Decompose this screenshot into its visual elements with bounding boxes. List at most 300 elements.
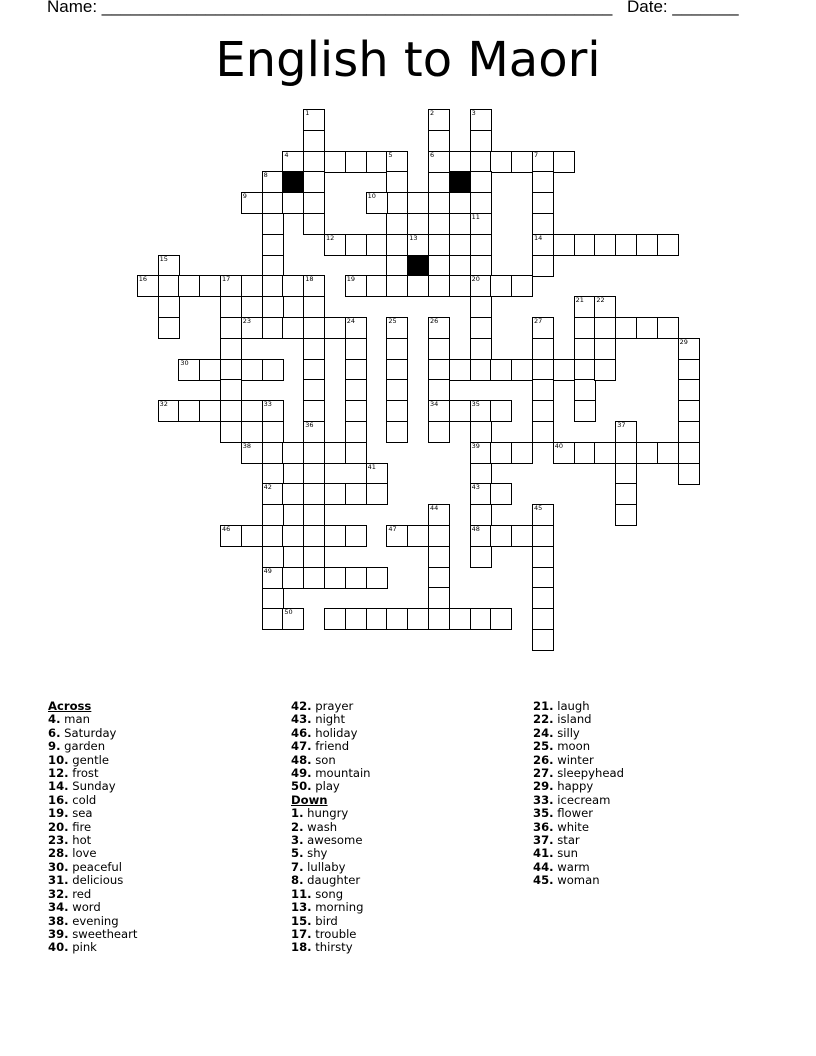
grid-cell[interactable]: [303, 379, 325, 401]
grid-cell[interactable]: [324, 525, 346, 547]
clue-text: daughter: [303, 873, 361, 888]
grid-cell[interactable]: [386, 192, 408, 214]
clue-text: sea: [68, 806, 93, 821]
grid-cell[interactable]: [241, 192, 263, 214]
grid-cell[interactable]: [490, 483, 512, 505]
grid-cell[interactable]: [241, 317, 263, 339]
grid-cell[interactable]: [386, 400, 408, 422]
grid-cell[interactable]: [178, 275, 200, 297]
grid-cell[interactable]: [241, 525, 263, 547]
grid-cell[interactable]: [345, 379, 367, 401]
grid-cell[interactable]: [532, 587, 554, 609]
grid-cell[interactable]: [366, 483, 388, 505]
clue-num: 31.: [48, 873, 69, 888]
grid-cell[interactable]: [470, 421, 492, 443]
grid-cell[interactable]: [428, 546, 450, 568]
grid-cell[interactable]: [449, 151, 471, 173]
grid-cell[interactable]: [345, 567, 367, 589]
grid-cell[interactable]: [428, 171, 450, 193]
grid-cell[interactable]: [303, 192, 325, 214]
grid-cell[interactable]: [262, 234, 284, 256]
clue-number: 38: [242, 441, 252, 450]
grid-cell[interactable]: [470, 213, 492, 235]
grid-cell[interactable]: [553, 442, 575, 464]
name-field[interactable]: Name: ______________________________________________________: [47, 0, 613, 16]
grid-cell[interactable]: [386, 608, 408, 630]
grid-cell[interactable]: [303, 130, 325, 152]
grid-cell[interactable]: [345, 338, 367, 360]
grid-cell[interactable]: [386, 379, 408, 401]
grid-cell[interactable]: [574, 442, 596, 464]
grid-cell[interactable]: [511, 275, 533, 297]
grid-cell[interactable]: [594, 317, 616, 339]
grid-cell[interactable]: [511, 151, 533, 173]
grid-cell[interactable]: [407, 608, 429, 630]
grid-cell[interactable]: [262, 171, 284, 193]
grid-cell[interactable]: [574, 400, 596, 422]
grid-cell[interactable]: [262, 483, 284, 505]
grid-cell[interactable]: [282, 317, 304, 339]
grid-cell[interactable]: [511, 442, 533, 464]
grid-cell[interactable]: [303, 213, 325, 235]
grid-cell[interactable]: [158, 275, 180, 297]
grid-cell[interactable]: [262, 192, 284, 214]
grid-cell[interactable]: [594, 338, 616, 360]
grid-cell[interactable]: [386, 255, 408, 277]
grid-cell[interactable]: [615, 463, 637, 485]
grid-cell[interactable]: [532, 379, 554, 401]
grid-cell[interactable]: [428, 587, 450, 609]
grid-cell[interactable]: [490, 442, 512, 464]
grid-cell[interactable]: [303, 567, 325, 589]
clue-text: peaceful: [68, 859, 122, 874]
grid-cell[interactable]: [282, 442, 304, 464]
grid-cell[interactable]: [324, 151, 346, 173]
across-clue: [48, 713, 137, 726]
down-clue: [533, 767, 624, 780]
grid-cell[interactable]: [324, 608, 346, 630]
grid-cell[interactable]: [428, 192, 450, 214]
grid-cell[interactable]: [678, 359, 700, 381]
grid-cell[interactable]: [282, 192, 304, 214]
grid-cell[interactable]: [345, 151, 367, 173]
grid-cell[interactable]: [366, 192, 388, 214]
grid-cell[interactable]: [428, 255, 450, 277]
grid-cell[interactable]: [366, 234, 388, 256]
grid-cell[interactable]: [574, 359, 596, 381]
grid-cell[interactable]: [428, 130, 450, 152]
clue-text: woman: [553, 873, 600, 888]
grid-cell[interactable]: [490, 525, 512, 547]
grid-cell[interactable]: [303, 275, 325, 297]
clue-number: 11: [471, 213, 480, 221]
grid-cell[interactable]: [470, 109, 492, 131]
down-clue: [533, 700, 624, 713]
grid-cell[interactable]: [636, 442, 658, 464]
grid-cell[interactable]: [345, 275, 367, 297]
grid-cell[interactable]: [490, 608, 512, 630]
grid-cell[interactable]: [470, 546, 492, 568]
grid-cell[interactable]: [511, 525, 533, 547]
clue-text: gentle: [68, 752, 109, 767]
grid-cell[interactable]: [428, 421, 450, 443]
grid-cell[interactable]: [220, 317, 242, 339]
grid-cell[interactable]: [470, 463, 492, 485]
grid-cell[interactable]: [345, 483, 367, 505]
grid-cell[interactable]: [158, 400, 180, 422]
grid-cell[interactable]: [386, 338, 408, 360]
clue-num: 28.: [48, 846, 69, 861]
grid-cell[interactable]: [262, 296, 284, 318]
grid-cell[interactable]: [262, 213, 284, 235]
clue-text: trouble: [311, 926, 357, 941]
grid-cell[interactable]: [345, 234, 367, 256]
clue-num: 27.: [533, 766, 554, 781]
clue-number: 12: [326, 233, 335, 242]
grid-cell[interactable]: [490, 359, 512, 381]
grid-cell[interactable]: [428, 379, 450, 401]
grid-cell[interactable]: [594, 234, 616, 256]
grid-cell[interactable]: [470, 442, 492, 464]
clue-num: 17.: [291, 926, 312, 941]
grid-cell[interactable]: [303, 421, 325, 443]
clue-text: mountain: [311, 766, 371, 781]
grid-cell[interactable]: [428, 109, 450, 131]
grid-cell[interactable]: [407, 525, 429, 547]
grid-cell[interactable]: [241, 442, 263, 464]
grid-cell[interactable]: [678, 421, 700, 443]
grid-cell[interactable]: [532, 504, 554, 526]
grid-cell[interactable]: [532, 171, 554, 193]
grid-cell[interactable]: [199, 359, 221, 381]
grid-cell[interactable]: [490, 151, 512, 173]
grid-cell[interactable]: [345, 400, 367, 422]
grid-cell[interactable]: [158, 255, 180, 277]
grid-cell[interactable]: [241, 400, 263, 422]
grid-cell[interactable]: [158, 296, 180, 318]
grid-cell[interactable]: [449, 192, 471, 214]
clue-num: 50.: [291, 779, 312, 794]
grid-cell[interactable]: [262, 504, 284, 526]
grid-cell[interactable]: [470, 400, 492, 422]
grid-cell[interactable]: [137, 275, 159, 297]
grid-cell[interactable]: [303, 546, 325, 568]
grid-cell[interactable]: [241, 359, 263, 381]
grid-cell[interactable]: [220, 359, 242, 381]
grid-cell[interactable]: [574, 317, 596, 339]
clue-num: 23.: [48, 833, 69, 848]
grid-cell[interactable]: [386, 275, 408, 297]
clue-text: play: [311, 779, 340, 794]
grid-cell[interactable]: [594, 442, 616, 464]
grid-cell[interactable]: [470, 192, 492, 214]
grid-cell[interactable]: [262, 546, 284, 568]
grid-cell[interactable]: [470, 171, 492, 193]
grid-cell[interactable]: [303, 338, 325, 360]
grid-cell[interactable]: [220, 525, 242, 547]
grid-cell[interactable]: [262, 275, 284, 297]
grid-cell[interactable]: [407, 192, 429, 214]
grid-cell[interactable]: [553, 359, 575, 381]
grid-cell[interactable]: [532, 213, 554, 235]
grid-cell[interactable]: [615, 442, 637, 464]
grid-cell[interactable]: [678, 442, 700, 464]
grid-cell[interactable]: [428, 525, 450, 547]
grid-cell[interactable]: [615, 483, 637, 505]
grid-cell[interactable]: [657, 442, 679, 464]
grid-cell[interactable]: [386, 171, 408, 193]
grid-cell[interactable]: [262, 400, 284, 422]
grid-cell[interactable]: [678, 379, 700, 401]
clue-num: 5.: [291, 846, 304, 861]
grid-cell[interactable]: [386, 317, 408, 339]
grid-cell[interactable]: [532, 421, 554, 443]
grid-cell[interactable]: [366, 275, 388, 297]
grid-cell[interactable]: [407, 275, 429, 297]
grid-cell[interactable]: [282, 151, 304, 173]
grid-cell[interactable]: [428, 317, 450, 339]
grid-cell[interactable]: [678, 338, 700, 360]
black-square: [282, 171, 304, 193]
grid-cell[interactable]: [366, 151, 388, 173]
grid-cell[interactable]: [303, 359, 325, 381]
grid-cell[interactable]: [303, 442, 325, 464]
down-clue: [533, 821, 624, 834]
clue-num: 29.: [533, 779, 554, 794]
grid-cell[interactable]: [303, 151, 325, 173]
grid-cell[interactable]: [470, 483, 492, 505]
grid-cell[interactable]: [324, 483, 346, 505]
grid-cell[interactable]: [532, 338, 554, 360]
grid-cell[interactable]: [303, 109, 325, 131]
grid-cell[interactable]: [386, 421, 408, 443]
grid-cell[interactable]: [470, 338, 492, 360]
grid-cell[interactable]: [428, 608, 450, 630]
grid-cell[interactable]: [470, 234, 492, 256]
grid-cell[interactable]: [428, 400, 450, 422]
across-clue: [48, 794, 137, 807]
grid-cell[interactable]: [366, 463, 388, 485]
grid-cell[interactable]: [594, 296, 616, 318]
grid-cell[interactable]: [490, 400, 512, 422]
grid-cell[interactable]: [532, 317, 554, 339]
clue-num: 48.: [291, 752, 312, 767]
across-clue: [48, 928, 137, 941]
grid-cell[interactable]: [324, 234, 346, 256]
grid-cell[interactable]: [199, 275, 221, 297]
grid-cell[interactable]: [553, 151, 575, 173]
clue-text: winter: [553, 752, 594, 767]
grid-cell[interactable]: [345, 359, 367, 381]
grid-cell[interactable]: [324, 442, 346, 464]
grid-cell[interactable]: [532, 629, 554, 651]
grid-cell[interactable]: [511, 359, 533, 381]
grid-cell[interactable]: [532, 255, 554, 277]
grid-cell[interactable]: [262, 421, 284, 443]
grid-cell[interactable]: [532, 234, 554, 256]
clue-number: 26: [430, 317, 439, 325]
grid-cell[interactable]: [470, 359, 492, 381]
grid-cell[interactable]: [428, 567, 450, 589]
grid-cell[interactable]: [345, 525, 367, 547]
grid-cell[interactable]: [449, 608, 471, 630]
grid-cell[interactable]: [386, 213, 408, 235]
down-clue: [291, 941, 371, 954]
grid-cell[interactable]: [490, 275, 512, 297]
grid-cell[interactable]: [220, 275, 242, 297]
grid-cell[interactable]: [657, 317, 679, 339]
grid-cell[interactable]: [678, 400, 700, 422]
grid-cell[interactable]: [449, 359, 471, 381]
clue-num: 49.: [291, 766, 312, 781]
grid-cell[interactable]: [470, 317, 492, 339]
grid-cell[interactable]: [532, 359, 554, 381]
down-clue: [291, 928, 371, 941]
across-clue: [48, 941, 137, 954]
grid-cell[interactable]: [262, 255, 284, 277]
grid-cell[interactable]: [574, 234, 596, 256]
grid-cell[interactable]: [178, 400, 200, 422]
grid-cell[interactable]: [532, 151, 554, 173]
grid-cell[interactable]: [324, 317, 346, 339]
across-clue: [48, 754, 137, 767]
grid-cell[interactable]: [366, 608, 388, 630]
grid-cell[interactable]: [262, 317, 284, 339]
grid-cell[interactable]: [220, 421, 242, 443]
across-clue: [291, 700, 371, 713]
grid-cell[interactable]: [407, 234, 429, 256]
clue-num: 10.: [48, 752, 69, 767]
grid-cell[interactable]: [345, 608, 367, 630]
grid-cell[interactable]: [470, 525, 492, 547]
grid-cell[interactable]: [262, 608, 284, 630]
grid-cell[interactable]: [386, 234, 408, 256]
grid-cell[interactable]: [449, 255, 471, 277]
grid-cell[interactable]: [303, 317, 325, 339]
grid-cell[interactable]: [532, 525, 554, 547]
clue-number: 43: [471, 483, 480, 492]
grid-cell[interactable]: [282, 483, 304, 505]
grid-cell[interactable]: [428, 213, 450, 235]
grid-cell[interactable]: [428, 338, 450, 360]
grid-cell[interactable]: [657, 234, 679, 256]
grid-cell[interactable]: [345, 317, 367, 339]
grid-cell[interactable]: [282, 608, 304, 630]
down-clue: [533, 794, 624, 807]
grid-cell[interactable]: [282, 525, 304, 547]
grid-cell[interactable]: [262, 442, 284, 464]
grid-cell[interactable]: [594, 359, 616, 381]
grid-cell[interactable]: [386, 525, 408, 547]
grid-cell[interactable]: [303, 296, 325, 318]
grid-cell[interactable]: [615, 421, 637, 443]
grid-cell[interactable]: [262, 359, 284, 381]
grid-cell[interactable]: [303, 400, 325, 422]
grid-cell[interactable]: [303, 483, 325, 505]
clue-text: moon: [553, 739, 591, 754]
grid-cell[interactable]: [574, 379, 596, 401]
grid-cell[interactable]: [615, 504, 637, 526]
grid-cell[interactable]: [262, 567, 284, 589]
grid-cell[interactable]: [470, 608, 492, 630]
grid-cell[interactable]: [345, 421, 367, 443]
grid-cell[interactable]: [262, 463, 284, 485]
grid-cell[interactable]: [449, 275, 471, 297]
clue-num: 37.: [533, 833, 554, 848]
across-clue: [48, 821, 137, 834]
grid-cell[interactable]: [220, 338, 242, 360]
clue-number: 50: [284, 608, 293, 617]
grid-cell[interactable]: [574, 296, 596, 318]
grid-cell[interactable]: [615, 317, 637, 339]
grid-cell[interactable]: [470, 275, 492, 297]
grid-cell[interactable]: [470, 255, 492, 277]
grid-cell[interactable]: [262, 587, 284, 609]
grid-cell[interactable]: [386, 359, 408, 381]
clue-num: 38.: [48, 913, 69, 928]
grid-cell[interactable]: [303, 463, 325, 485]
grid-cell[interactable]: [428, 234, 450, 256]
grid-cell[interactable]: [428, 275, 450, 297]
grid-cell[interactable]: [199, 400, 221, 422]
date-field[interactable]: Date: _______: [627, 0, 739, 16]
grid-cell[interactable]: [345, 442, 367, 464]
grid-cell[interactable]: [303, 504, 325, 526]
grid-cell[interactable]: [470, 130, 492, 152]
grid-cell[interactable]: [532, 192, 554, 214]
across-clue: [48, 874, 137, 887]
grid-cell[interactable]: [386, 151, 408, 173]
grid-cell[interactable]: [178, 359, 200, 381]
grid-cell[interactable]: [262, 525, 284, 547]
grid-cell[interactable]: [158, 317, 180, 339]
down-clue: [291, 807, 371, 820]
grid-cell[interactable]: [220, 296, 242, 318]
grid-cell[interactable]: [282, 275, 304, 297]
clue-text: man: [60, 712, 90, 727]
grid-cell[interactable]: [449, 400, 471, 422]
grid-cell[interactable]: [636, 317, 658, 339]
grid-cell[interactable]: [615, 234, 637, 256]
grid-cell[interactable]: [532, 546, 554, 568]
grid-cell[interactable]: [470, 151, 492, 173]
grid-cell[interactable]: [428, 151, 450, 173]
grid-cell[interactable]: [449, 234, 471, 256]
grid-cell[interactable]: [324, 567, 346, 589]
grid-cell[interactable]: [428, 359, 450, 381]
grid-cell[interactable]: [220, 400, 242, 422]
grid-cell[interactable]: [470, 504, 492, 526]
clue-num: 11.: [291, 886, 312, 901]
grid-cell[interactable]: [428, 504, 450, 526]
grid-cell[interactable]: [553, 234, 575, 256]
grid-cell[interactable]: [470, 296, 492, 318]
grid-cell[interactable]: [678, 463, 700, 485]
grid-cell[interactable]: [366, 567, 388, 589]
grid-cell[interactable]: [636, 234, 658, 256]
clue-text: song: [311, 886, 344, 901]
grid-cell[interactable]: [303, 171, 325, 193]
grid-cell[interactable]: [532, 400, 554, 422]
grid-cell[interactable]: [574, 338, 596, 360]
grid-cell[interactable]: [303, 525, 325, 547]
clue-number: 44: [430, 504, 439, 513]
grid-cell[interactable]: [532, 608, 554, 630]
grid-cell[interactable]: [532, 567, 554, 589]
grid-cell[interactable]: [220, 379, 242, 401]
grid-cell[interactable]: [241, 275, 263, 297]
grid-cell[interactable]: [282, 567, 304, 589]
